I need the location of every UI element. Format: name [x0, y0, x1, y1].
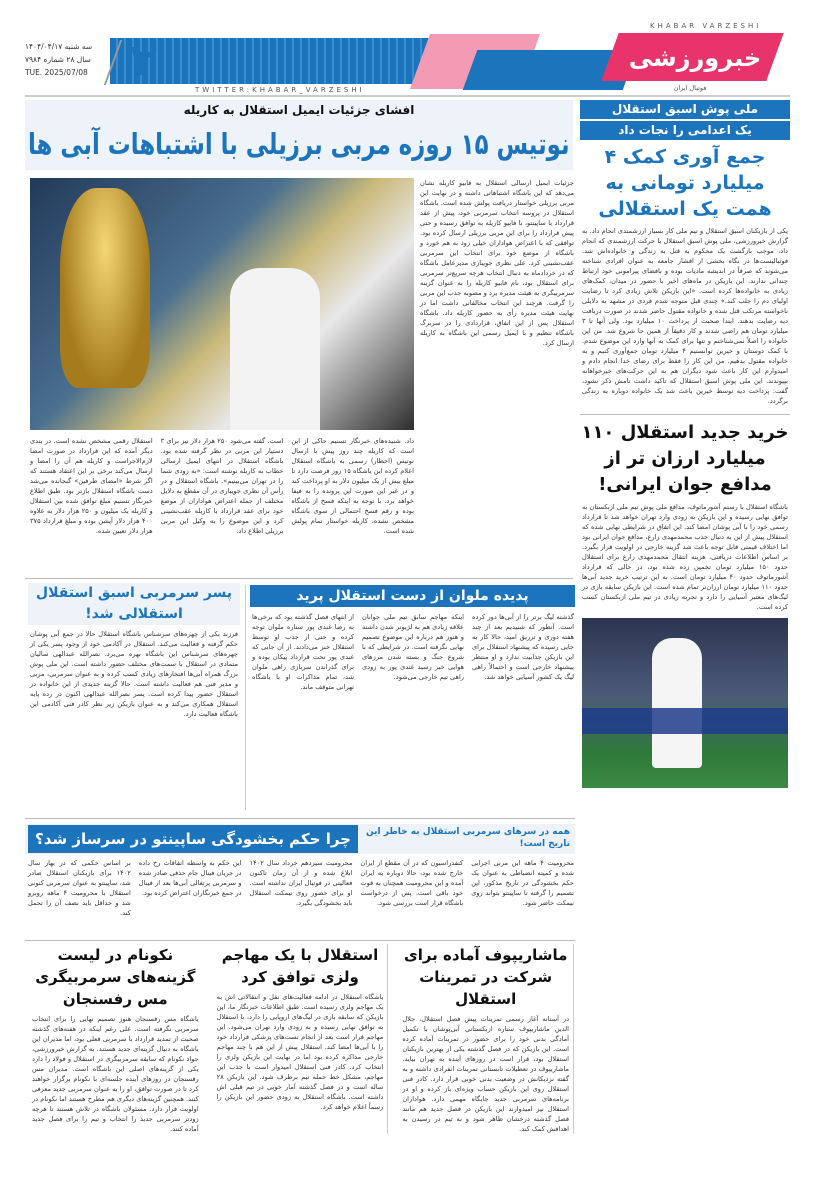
right-kicker-1 [580, 100, 790, 119]
article-body: باشگاه استقلال در ادامه فعالیت‌های نقل و انتقالاتی اش به یک مهاجم ولزی رسیده است. طبق اطلاعات خبرنگار ما، این بازیکن که سابقه بازی در لیگ‌های اروپایی را دارد، با استقلال به توافق نهایی رسیده و به زودی وارد تهران می‌شود. این مهاجم قرار است بعد از انجام تست‌های پزشکی قرارداد خود را با آبی‌ها امضا کند. استقلال پیش از این هم با چند مهاجم خارجی مذاکره کرده بود اما در نهایت این بازیکن ولزی را انتخاب کرد. کادر فنی استقلال امیدوار است با جذب این مهاجم، مشکل خط حمله تیم برطرف شود. این بازیکن ۲۸ ساله است و در فصل گذشته آمار خوبی در تیم قبلی اش داشته است. باشگاه استقلال به زودی حضور این بازیکن را رسماً اعلام خواهد کرد. [216, 993, 384, 1111]
date-english: TUE. 2025/07/08 [25, 68, 88, 77]
main-columns [30, 436, 414, 536]
sapinto-columns [28, 858, 574, 918]
text-column: این حکم به واسطه اتفاقات رخ داده در جریان فینال جام حذفی صادر شده و سرمربی پرتغالی آبی‌ها بعد از فینال در جمع خبرنگاران اعتراض کرده بود. [138, 859, 242, 897]
right-body-2: باشگاه استقلال با رستم آشورماتوف، مدافع ملی پوش تیم ملی ازبکستان به توافق نهایی رسیده و این بازیکن به زودی وارد تهران خواهد شد تا قرارداد رسمی خود را با آبی پوشان امضا کند. این اتفاق در شرایطی نهایی شده که استقلال پیش از این به دنبال جذب محمدمهدی زارع، مدافع جوان ایرانی بود اما اختلاف قیمتی قابل توجه باعث شد گزینه خارجی در اولویت قرار بگیرد. بر اساس اطلاعات دریافتی، هزینه انتقال محمدمهدی زارع برای استقلال حدود ۱۵۰ میلیارد تومان تخمین زده شده بود، در حالی که قرارداد آشورماتوف حدود ۴۰ میلیارد تومان است. به این ترتیب خرید جدید آبی‌ها حدود ۱۱۰ میلیارد تومان ارزان‌تر تمام شده است. این بازیکن سابقه بازی در لیگ‌های معتبر آسیایی را دارد و تجربه زیادی در تیم ملی ازبکستان کسب کرده است. [582, 503, 788, 611]
side-headline: پسر سرمربی اسبق استقلال استقلالی شد! [28, 583, 240, 625]
divider [245, 585, 246, 810]
article [398, 944, 574, 1134]
text-column: اینکه مهاجم سابق تیم ملی جوانان علاقه زیادی هم به لژیونر شدن داشته و هنوز هم درباره این موضوع تصمیم نهایی نگرفته است. در شرایطی که با شروع جنگ و بسته شدن مرزهای هوایی خبر رسید غندی پور به زودی راهی تیم خارجی می‌شود. [362, 613, 464, 681]
divider [25, 818, 575, 819]
side-body: فرزند یکی از چهره‌های سرشناس باشگاه استقلال حالا در جمع آبی پوشان حکم گرفته و فعالیت می‌کند. استقلال در آکادمی خود از وجود پسر یکی از چهره‌های سرشناس این باشگاه بهره می‌برد. نصرالله عبدالهی سالیان متمادی در استقلال با سمت‌های مختلف حضور داشته است. این ملی پوش بزرگ همراه آبی‌ها افتخارهای زیادی کسب کرده و به عنوان سرمربی، مربی و مدیر فنی هم فعالیت داشته است. حالا گزینه جدیدی از این خانواده در استقلال حضور پیدا کرده است. پسر نصرالله عبدالهی اکنون در رده پایه استقلال همکاری می‌کند و به عنوان بازیکن زیر نظر کادر فنی آکادمی این باشگاه فعالیت دارد. [30, 630, 238, 718]
sapinto-kicker: همه در سرهای سرمربی استقلال به خاطر این تاریخ است! [366, 827, 570, 849]
text-column: داد. شنیده‌های خبرنگار تسنیم حاکی از این است که کاریله چند روز پیش با ارسال نوتیس (اخطار) رسمی به باشگاه استقلال اعلام کرده این باشگاه ۱۵ روز فرصت دارد تا مبلغ بیش از یک میلیون دلار به او پرداخت کند و در غیر این صورت این پرونده را به فیفا خواهد برد. با توجه به اینکه فسخ از باشگاه بوده و رقم فسخ احتمالی از سوی باشگاه مشخص نشده، کاریله خواستار تمام پولش شده است. [291, 437, 415, 535]
text-column: محرومیت سیزدهم خرداد سال ۱۴۰۲ ابلاغ شده و از آن زمان تاکنون فعالیتی در فوتبال ایران نداشته است. او برای حضور روی نیمکت استقلال باید بخشودگی بگیرد. [249, 859, 353, 907]
article-headline: استقلال با یک مهاجم ولزی توافق کرد [221, 946, 379, 986]
main-lead: جزئیات ایمیل ارسالی استقلال به فابیو کاریله نشان می‌دهد که این باشگاه اشتباهاتی داشته و در نهایت این مربی برزیلی خواستار دریافت پولش شده است. باشگاه استقلال در پروسه انتخاب سرمربی خود، پیش از عقد قرارداد با ساپینتو، با فابیو کاریله به توافق رسیده و حتی پیش قرارداد را برای این مربی برزیلی ارسال کرده بود. توافقی که با اعتراض هواداران خیلی زود به هم خورد و باشگاه از موضع خود برای انتخاب این سرمربی عقب‌نشینی کرد. علی نظری جویباری مدیرعامل باشگاه که در خردادماه به دنبال انتخاب هرچه سریع‌تر سرمربی برای استقلال بود، نام فابیو کاریله را به عنوان گزینه سرمربیگری به هیئت مدیره برد و مصوبه جذب این مربی را گرفت. هرچند این انتخاب مخالفانی داشت اما در نهایت هیئت مدیره رأی به حضور کاریله داد. باشگاه استقلال پس از این اتفاق، قراردادی را در سربرگ باشگاه تنظیم و با ایمیل رسمی این باشگاه به کاریله ارسال کرد. [420, 179, 574, 347]
right-headline-2: خرید جدید استقلال ۱۱۰ میلیارد ارزان تر از مدافع جوان ایرانی! [581, 422, 789, 495]
main-headline: نوتیس ۱۵ روزه مربی برزیلی با اشتباهات آبی ها [28, 127, 570, 161]
main-kicker-text: افشای جزئیات ایمیل استقلال به کاریله [183, 103, 415, 117]
logo: خبرورزشی [628, 44, 762, 72]
main-photo-trophy-celebration [30, 178, 414, 430]
text-column: کنفدراسیون که در آن مقطع از ایران خارج شده بود، حالا دوباره به ایران آمده و این محرومیت همچنان به قوت خود باقی است. پس از درخواست باشگاه قرار است بررسی شود. [360, 859, 464, 907]
malavan-headline: پدیده ملوان از دست استقلال پرید [296, 588, 529, 604]
divider [25, 940, 575, 941]
issue-info [25, 40, 115, 79]
text-column: محرومیت ۴ ماهه این مربی اجرایی شده و کمیته انضباطی به عنوان یک حکم بخشودگی در تاریخ مذکور، این تصمیم را گرفته تا ساپینتو بتواند روی نیمکت حاضر شود. [471, 859, 574, 907]
right-kicker-2-text: یک اعدامی را نجات داد [618, 123, 752, 137]
article-body: باشگاه مس رفسنجان هنوز تصمیم نهایی را برای انتخاب سرمربی نگرفته است. علی رغم اینکه در هفته‌های گذشته صحبت از تمدید قرارداد با سرمربی فعلی بود، اما مدیران این باشگاه به دنبال گزینه‌ای جدید هستند. به گزارش خبرورزشی، جواد نکونام که سابقه سرمربیگری در استقلال و فولاد را دارد یکی از گزینه‌های اصلی این باشگاه است. مدیران مس رفسنجان در روزهای آینده جلسه‌ای با نکونام برگزار خواهند کرد تا در صورت توافق، او را به عنوان سرمربی جدید معرفی کنند. همچنین گزینه‌های دیگری هم مطرح هستند اما نکونام در اولویت قرار دارد. مسئولان باشگاه در تلاش هستند تا هرچه زودتر سرمربی جدید را انتخاب و تیم را برای فصل جدید آماده کنند. [32, 1015, 199, 1133]
header-rule [25, 95, 790, 97]
right-column [580, 100, 790, 788]
article-headline: ماشاریپوف آماده برای شرکت در تمرینات استقلال [403, 946, 568, 1008]
article-body: در آستانه آغاز رسمی تمرینات پیش فصل استقلال، جلال الدین ماشاریپوف ستاره ازبکستانی آبی‌پوشان با تکمیل آمادگی بدنی خود را برای حضور در تمرینات آماده کرده است. این بازیکن که در فصل گذشته یکی از بهترین بازیکنان استقلال بود، قرار است در روزهای آینده به تهران بیاید. ماشاریپوف در تعطیلات تابستانی تمرینات انفرادی داشته و به گفته نزدیکانش در وضعیت بدنی خوبی قرار دارد. کادر فنی استقلال روی این بازیکن حساب ویژه‌ای باز کرده و او در برنامه‌های سرمربی جدید جایگاه مهمی دارد. هواداران استقلال نیز امیدوارند این بازیکن در فصل جدید هم مانند فصل گذشته درخشان ظاهر شود و به تیم در رسیدن به اهدافش کمک کند. [402, 1015, 570, 1133]
player-jersey [230, 268, 320, 430]
issue-number: سال ۲۸ شماره ۷۹۸۴ [25, 55, 91, 64]
malavan-columns [252, 612, 574, 692]
divider [25, 578, 573, 579]
ad-board [582, 708, 788, 734]
text-column: گذشته لیگ برتر را از آبی‌ها دور کرده است. آنطور که شنیدیم بعد از چند هفته دوری و تزریق امید، حالا کار به جایی رسیده که پیشنهاد استقلال برای این بازیکن جذابیت ندارد و او منتظر پیشنهاد خارجی است و احتمالاً راهی لیگ یک کشور آسیایی خواهد شد. [472, 613, 574, 681]
divider [580, 414, 790, 415]
player [652, 638, 702, 768]
side-article [28, 583, 240, 719]
right-body: یکی از بازیکنان اسبق استقلال و تیم ملی کار بسیار ارزشمندی انجام داد. به گزارش خبرورزشی، ملی پوش اسبق استقلال با حرکت ارزشمندی که انجام داد، موجب بازگشت یک محکوم به قتل به زندگی و خانواده‌اش شد. فوتبالیست‌ها در نگاه بخشی از اقشار جامعه به عنوان افرادی شناخته می‌شوند که صرفاً در اندیشه مادیات بوده و بافضای پیرامونی خود ارتباط چندانی ندارند. این بازیکن در ماه‌های اخیر با حضور در میدان، کمک‌های زیادی به خانواده‌ها کرده است. «این بازیکن تلاش زیادی کرد تا رضایت اولیای دم را جلب کند.» چندی قبل متوجه شدم فردی در مشهد به دلایلی ناخواسته مرتکب قتل شده و خانواده مقتول حاضر شدند در صورت دریافت دیه رضایت بدهند. ابتدا صحبت از پرداخت ۱۰ میلیارد بود. ولی آنها تا ۳ میلیارد تومان هم راضی شدند و کار دقیقاً از همین جا شروع شد. من این خانواده را اصلاً نمی‌شناختم و تنها برای کمک به آنها وارد این موضوع شدم. با کمک دوستان و خیرین توانستیم ۴ میلیارد تومان جمع‌آوری کنیم و به خانواده مقتول بدهیم. من این کار را فقط برای رضای خدا انجام دادم و امیدوارم این کار باعث شود دیگران هم به این حرکت‌های خیرخواهانه بپیوندند. این ملی پوش اسبق استقلال که تاکید داشت نامش ذکر نشود، گفت: پرداخت دیه توسط خیرین باعث شد یک خانواده دوباره به زندگی برگردد. [582, 227, 788, 405]
twitter-handle: TWITTER:KHABAR_VARZESHI [195, 86, 365, 94]
malavan-headline-box [250, 585, 575, 607]
text-column: بر اساس حکمی که در بهار سال ۱۴۰۲ برای بازیکنان استقلال صادر شد، ساپینتو به عنوان سرمربی کنونی استقلال با محرومیت ۴ ماهه روبرو شد و حداقل باید نصف آن را تحمل کند. [28, 859, 131, 917]
bottom-articles [28, 944, 574, 1134]
trophy [60, 188, 150, 388]
main-kicker [25, 102, 573, 118]
main-headline-box [25, 124, 573, 164]
text-column: استقلال رقمی مشخص نشده است. در بندی دیگر آمده که این قرارداد در صورت امضا لازم‌الاجراست و کاریله هم آن را امضا و ارسال می‌کند برخی بر این اعتقاد هستند که اگر شرط «امضای طرفین» گنجانده می‌شد دست باشگاه استقلال بازتر بود. طبق اطلاع خبرنگار تسنیم مبلغ توافق شده بین استقلال و کاریله یک میلیون و ۲۵۰ هزار دلار به علاوه ۴۰۰ هزار دلار آپشن بوده و مبلغ قرارداد ۳۷۵ هزار دلار تعیین شده. [30, 437, 153, 535]
right-kicker-2 [580, 121, 790, 140]
text-column: از انتهای فصل گذشته بود که برخی‌ها به رضا غندی پور ستاره ملوان توجه کرده و حتی از جذب او توسط استقلال خبر می‌دادند. از آن جایی که غندی پور تحت قرارداد پیکان بوده و برای گذراندن سربازی راهی ملوان شد، تمام مذاکرات او با باشگاه تهرانی متوقف ماند. [252, 613, 354, 691]
tagline: فوتبال ایران [673, 84, 707, 92]
text-column: است. گفته می‌شود ۲۵۰ هزار دلار نیز برای ۳ دستیار این مربی در نظر گرفته شده بود. باشگاه استقلال در انتهای ایمیل ارسالی خطاب به کاریله نوشته است: «به زودی شما را در تهران می‌بینیم». باشگاه استقلال و در رأس آن نظری جویباری در آن مقطع به دلایل مختلف از جمله اعتراض هواداران از موضع خود برای عقد قرارداد با کاریله عقب‌نشینی کرد و این موضوع را به وکیل این مربی برزیلی اطلاع داد. [160, 437, 284, 535]
sapinto-headline: چرا حکم بخشودگی ساپینتو در سرساز شد؟ [35, 830, 351, 848]
header-banner-image [110, 35, 450, 86]
article-headline: نکونام در لیست گزینه‌های سرمربیگری مس رفسنجان [35, 946, 196, 1008]
right-kicker-1-text: ملی پوش اسبق استقلال [611, 102, 759, 116]
brand-english: KHABAR VARZESHI [650, 22, 762, 30]
right-headline: جمع آوری کمک ۴ میلیارد تومانی به همت یک استقلالی [598, 146, 772, 220]
player-photo [582, 618, 788, 788]
article [28, 944, 203, 1134]
page-number: ۳ [130, 35, 157, 86]
date-persian: سه شنبه ۱۴۰۴/۰۴/۱۷ [25, 42, 93, 51]
sapinto-headline-box [28, 825, 358, 853]
article [213, 944, 389, 1134]
